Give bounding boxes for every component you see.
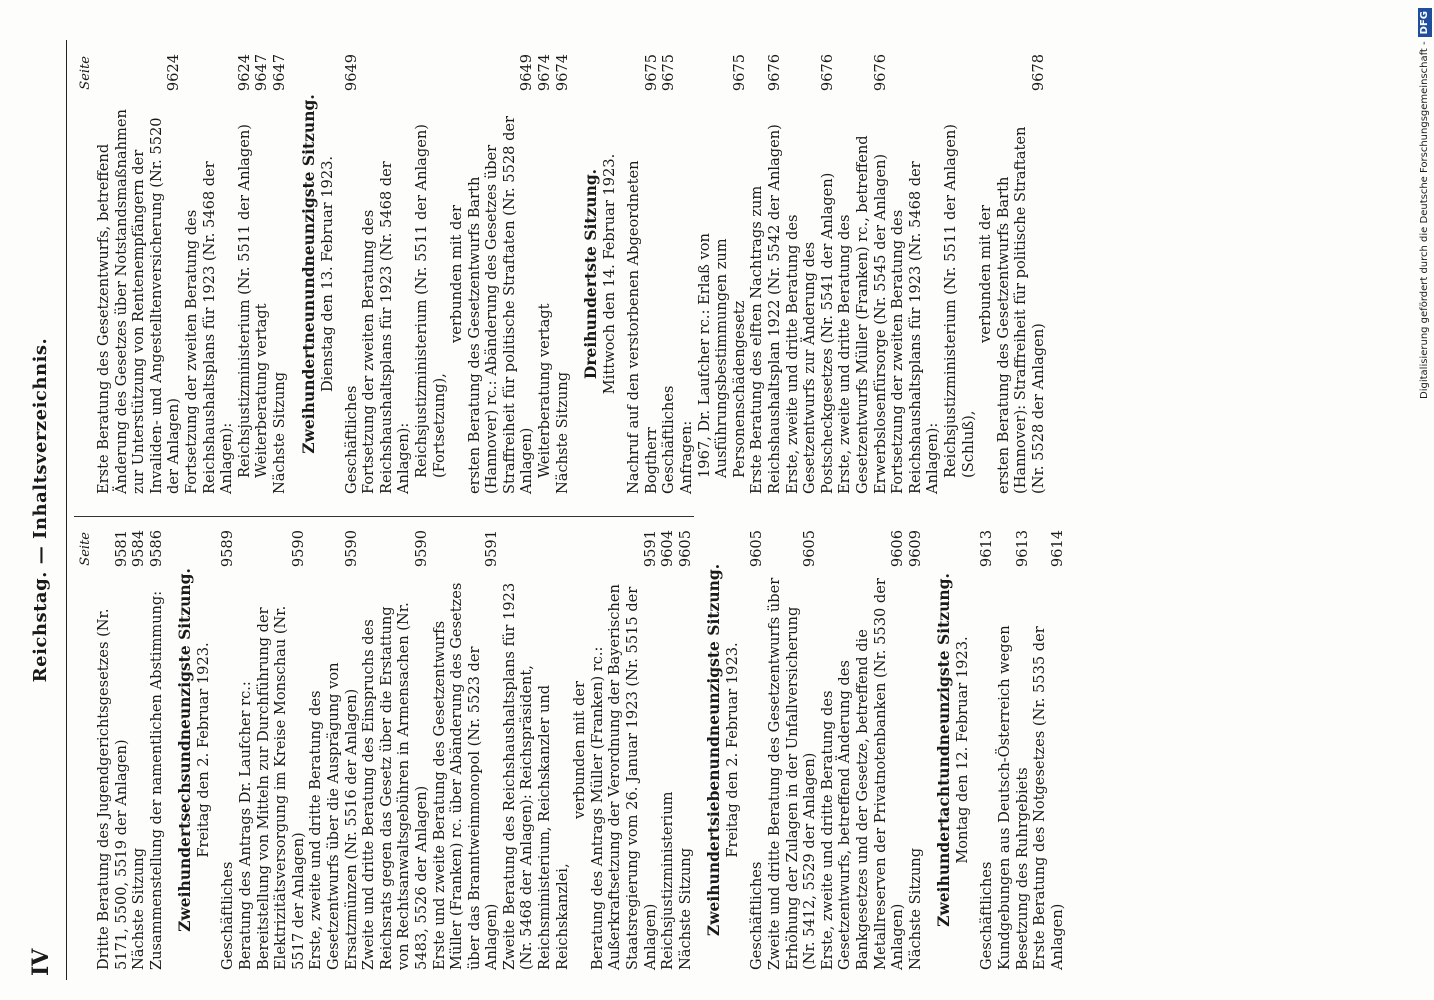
toc-entry	[219, 530, 237, 970]
entry-page-number: 9584	[130, 530, 148, 568]
entry-text: Fortsetzung der zweiten Beratung des Reichshaushaltsplans für 1923 (Nr. 5468 der Anlagen):	[360, 161, 413, 494]
entry-text: Erste Beratung des Notgesetzes (Nr. 5535 der Anlagen)	[1031, 626, 1066, 970]
session-date: Mittwoch den 14. Februar 1923.	[601, 153, 619, 395]
toc-entry	[360, 530, 430, 970]
entry-page-number: 9674	[536, 54, 554, 92]
entry-page-number: 9675	[642, 54, 660, 92]
entry-page-number: 9676	[871, 54, 889, 92]
entry-page-number: 9589	[219, 530, 237, 568]
entry-page-number: 9613	[1013, 530, 1031, 568]
entry-text: Reichsjustizministerium (Nr. 5511 der Anlagen)	[235, 124, 253, 478]
toc-entry	[237, 530, 307, 970]
right-entries	[95, 54, 1048, 494]
toc-entry	[360, 54, 413, 494]
rotated-content	[16, 40, 1401, 980]
entry-page-number: 9591	[641, 530, 659, 568]
toc-entry	[784, 54, 837, 494]
entry-page-number: 9606	[889, 530, 907, 568]
entry-page-number: 9678	[1029, 54, 1047, 92]
toc-entry	[501, 530, 571, 970]
entry-text: Beratung des Antrags Dr. Laufcher rc.: Bereitstellung von Mitteln zur Durchführung der Elektrizitätsversorgung im Kreise Monschau (Nr. 5517 der Anlagen)	[236, 605, 307, 970]
entry-page-number: 9614	[1048, 530, 1066, 568]
entry-text: Reichsjustizministerium	[659, 791, 677, 970]
entry-text: Fortsetzung der zweiten Beratung des Reichshaushaltsplans für 1923 (Nr. 5468 der Anlagen):	[889, 161, 942, 494]
entry-text: Weiterberatung vertagt	[536, 303, 554, 478]
session-heading: Zweihundertachtundneunzigste Sitzung.	[934, 573, 954, 927]
toc-entry	[696, 54, 749, 494]
entry-page-number: 9674	[553, 54, 571, 92]
entry-page-number: 9590	[342, 530, 360, 568]
digitization-credit	[1416, 8, 1434, 992]
entry-text: Nächste Sitzung	[270, 371, 288, 494]
credit-text: Digitalisierung gefördert durch die Deutsche Forschungsgemeinschaft -	[1419, 41, 1430, 399]
entry-page-number: 9605	[676, 530, 694, 568]
entry-text: Zweite und dritte Beratung des Gesetzentwurfs über Erhöhung der Zulagen in der Unfallversicherung (Nr. 5412, 5529 der Anlagen)	[766, 577, 819, 970]
entry-text: Zweite Beratung des Reichshaushaltsplans für 1923 (Nr. 5468 der Anlagen): Reichspräsident, Reichsministerium, Reichskanzler und Reichskanzlei,	[500, 582, 571, 970]
toc-entry	[148, 530, 166, 970]
toc-entry	[677, 530, 695, 970]
dfg-logo: DFG	[1418, 8, 1432, 37]
entry-text: Nächste Sitzung	[130, 847, 148, 970]
entry-page-number: 9604	[659, 530, 677, 568]
entry-page-number: 9591	[483, 530, 501, 568]
toc-entry	[431, 530, 501, 970]
toc-entry	[836, 54, 889, 494]
entry-text: Nächste Sitzung	[553, 371, 571, 494]
column-divider	[74, 516, 694, 517]
toc-entry	[660, 54, 678, 494]
entry-text: ersten Beratung des Gesetzentwurfs Barth (Hannover) rc.: Abänderung des Gesetzes über Straffreiheit für politische Straftaten (Nr. 5528 der Anlagen)	[465, 115, 536, 494]
toc-entry	[95, 54, 183, 494]
right-column	[78, 54, 1047, 494]
session-heading: Zweihundertsechsundneunzigste Sitzung.	[175, 568, 195, 932]
entry-text: Geschäftliches	[660, 385, 678, 494]
entry-text: Geschäftliches	[748, 861, 766, 970]
entry-page-number: 9676	[766, 54, 783, 92]
toc-entry	[130, 530, 148, 970]
connector-text: verbunden mit der	[448, 205, 466, 343]
entry-text: Geschäftliches	[219, 861, 237, 970]
session-heading: Dreihundertste Sitzung.	[581, 168, 601, 380]
entry-text: Anfragen:	[678, 420, 696, 494]
entry-text: Nächste Sitzung	[676, 847, 694, 970]
entry-text: Beratung des Antrags Müller (Franken) rc.: Außerkraftsetzung der Verordnung der Bayerischen Staatsregierung vom 26. Januar 1923 (Nr. 5515 der Anlagen)	[588, 584, 659, 970]
entry-text: Reichsjustizministerium (Nr. 5511 der Anlagen) (Fortsetzung),	[412, 124, 448, 478]
left-column	[78, 530, 1066, 970]
toc-entry	[466, 54, 536, 494]
entry-page-number: 9605	[748, 530, 766, 568]
entry-text: Zusammenstellung der namentlichen Abstimmung:	[147, 590, 165, 970]
entry-page-number: 9613	[978, 530, 996, 568]
session-date: Montag den 12. Februar 1923.	[954, 636, 972, 864]
session-date: Freitag den 2. Februar 1923.	[724, 642, 742, 858]
toc-entry	[253, 54, 271, 494]
toc-entry	[889, 54, 942, 494]
toc-entry	[659, 530, 677, 970]
toc-entry	[748, 54, 783, 494]
entry-text: Reichsjustizministerium (Nr. 5511 der Anlagen) (Schluß),	[941, 124, 977, 478]
entry-text: Fortsetzung der zweiten Beratung des Reichshaushaltsplans für 1923 (Nr. 5468 der Anlagen):	[182, 161, 236, 494]
seite-label-right: Seite	[78, 56, 93, 90]
toc-entry	[678, 54, 696, 494]
left-entries	[95, 530, 1066, 970]
entry-text: Erste Beratung des elften Nachtrags zum Reichshaushaltsplan 1922 (Nr. 5542 der Anlagen)	[748, 124, 783, 494]
toc-entry	[307, 530, 360, 970]
entry-text: Zweite und dritte Beratung des Einspruchs des Reichsrats gegen das Gesetz über die Erstattung von Rechtsanwaltsgebühren in Armensachen (Nr. 5483, 5526 der Anlagen)	[360, 602, 430, 970]
entry-page-number: 9609	[906, 530, 924, 568]
entry-page-number: 9605	[801, 530, 819, 568]
toc-entry	[995, 54, 1048, 494]
entry-page-number: 9581	[112, 530, 130, 568]
session-date: Dienstag den 13. Februar 1923.	[318, 155, 336, 393]
toc-entry	[942, 54, 977, 494]
entry-text: Erste, zweite und dritte Beratung des Gesetzentwurfs über die Ausprägung von Ersatzmünzen (Nr. 5516 der Anlagen)	[307, 662, 360, 970]
entry-page-number: 9586	[147, 530, 165, 568]
entry-page-number: 9590	[412, 530, 430, 568]
toc-entry	[536, 54, 554, 494]
session-heading: Zweihundertsiebenundneunzigste Sitzung.	[704, 563, 724, 937]
entry-page-number: 9624	[165, 54, 183, 92]
entry-text: Erste und zweite Beratung des Gesetzentwurfs Müller (Franken) rc. über Abänderung des Gesetzes über das Branntweinmonopol (Nr. 5523 der Anlagen)	[430, 582, 501, 970]
entry-text: Geschäftliches	[978, 861, 996, 970]
entry-text: Erste, zweite und dritte Beratung des Gesetzentwurfs, betreffend Änderung des Bankgesetzes und der Gesetze, betreffend die Metallreserven der Privatnotenbanken (Nr. 5530 der Anlagen)	[818, 578, 907, 970]
entry-page-number: 9676	[818, 54, 836, 92]
page-header	[16, 40, 67, 980]
toc-entry	[1031, 530, 1066, 970]
entry-text: Erste, zweite und dritte Beratung des Gesetzentwurfs zur Änderung des Postscheckgesetzes (Nr. 5541 der Anlagen)	[783, 172, 836, 494]
entry-page-number: 9649	[518, 54, 536, 92]
entry-text: ersten Beratung des Gesetzentwurfs Barth (Hannover): Straffreiheit für politische Straftaten (Nr. 5528 der Anlagen)	[994, 126, 1047, 494]
toc-entry	[819, 530, 907, 970]
entry-page-number: 9624	[235, 54, 253, 92]
entry-page-number: 9647	[270, 54, 288, 92]
session-date: Freitag den 2. Februar 1923.	[195, 642, 213, 858]
entry-page-number: 9675	[730, 54, 748, 92]
seite-label-left: Seite	[78, 532, 93, 566]
toc-entry	[748, 530, 766, 970]
toc-entry	[554, 54, 572, 494]
entry-text: Nächste Sitzung	[906, 847, 924, 970]
entry-page-number: 9649	[342, 54, 360, 92]
toc-entry	[343, 54, 361, 494]
entry-page-number: 9675	[660, 54, 678, 92]
toc-entry	[625, 54, 660, 494]
entry-text: 1967, Dr. Laufcher rc.: Erlaß von Ausführungsbestimmungen zum Personenschädengesetz	[695, 233, 748, 478]
entry-text: Erste Beratung des Gesetzentwurfs, betreffend Änderung des Gesetzes über Notstandsmaßnahmen zur Unterstützung von Rentenempfängern der Invaliden- und Angestelltenversicherung (Nr. 5520 der Anlagen)	[95, 109, 183, 494]
entry-text: Erste, zweite und dritte Beratung des Gesetzentwurfs Müller (Franken) rc., betreffend Erwerbslosenfürsorge (Nr. 5545 der Anlagen)	[836, 135, 889, 494]
toc-entry	[996, 530, 1031, 970]
entry-text: Nachruf auf den verstorbenen Abgeordneten Bogtherr	[625, 160, 660, 494]
entry-page-number: 9647	[253, 54, 271, 92]
toc-entry	[183, 54, 236, 494]
toc-entry	[907, 530, 925, 970]
entry-text: Weiterberatung vertagt	[253, 303, 271, 478]
connector-text: verbunden mit der	[977, 205, 995, 343]
entry-text: Kundgebungen aus Deutsch-Österreich wegen Besetzung des Ruhrgebiets	[995, 625, 1031, 970]
toc-entry	[589, 530, 659, 970]
entry-text: Dritte Beratung des Jugendgerichtsgesetzes (Nr. 5171, 5500, 5519 der Anlagen)	[95, 608, 130, 970]
toc-entry	[271, 54, 289, 494]
toc-entry	[413, 54, 448, 494]
entry-page-number: 9590	[289, 530, 307, 568]
session-heading: Zweihundertneunundneunzigste Sitzung.	[298, 94, 318, 454]
entry-text: Geschäftliches	[342, 385, 360, 494]
running-title: Reichstag. — Inhaltsverzeichnis.	[30, 337, 51, 683]
toc-entry	[95, 530, 130, 970]
page-number: IV	[28, 948, 54, 976]
toc-entry	[766, 530, 819, 970]
toc-entry	[978, 530, 996, 970]
toc-entry	[236, 54, 254, 494]
connector-text: verbunden mit der	[571, 681, 589, 819]
